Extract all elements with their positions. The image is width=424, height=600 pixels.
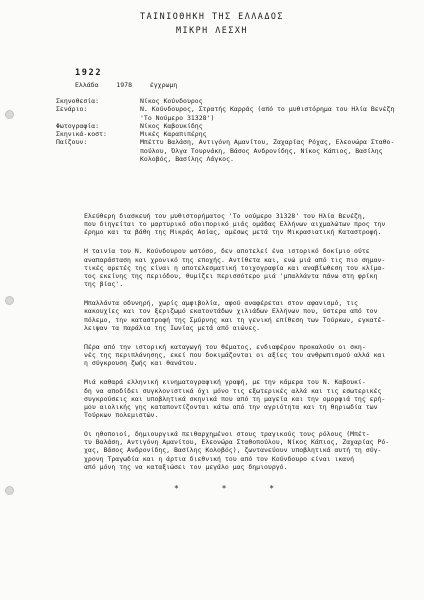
credit-row-photography <box>56 122 412 130</box>
punch-hole-icon <box>5 486 14 495</box>
description-paragraph: Μιά καθαρά ελληνική κινηματογραφική γραφή, με την κάμερα του Ν. Καβουκί- δη να αποδίδει συγκλονιστικά όχι μόνο τις εξωτερικές αλλά και τις εσωτερικές συγκρούσεις και υποβλητικά σκηνικά που από τη μαγεία και την ομορφιά της ερή- μου αιολικής γης καταποντίζονται κάτω από την αγριότητα και τη θηριωδία των Τούρκων πολεμιστών. <box>84 378 386 419</box>
description-paragraph: Η ταινία του Ν. Κούνδουρου ωστόσο, δεν αποτελεί ένα ιστορικό δοκίμιο ούτε αναπαράσταση και χρονικό της εποχής. Αντίθετα και, ενώ μιά από τις πιο σημαν- τικές αρετές της είναι η αποτελεσματική τοιχογραφία και αναβίωθεση του κλίμα- τος εκείνης της περιόδου, θυμίζει περισσότερο μιά 'μπαλλάντα πάνω στη φρίκη της βίας'. <box>84 247 386 289</box>
description-paragraph: Οι ηθοποιοί, δημιουργικά πειθαρχημένοι στους τραγικούς τους ρόλους (Μπέτ- τυ Βαλάση, Αντιγόνη Αμανίτου, Ελεονώρα Σταθοπούλου, Νίκος Κάπιος, Ζαχαρίας Ρό- χας, Βάσος Ανδρονίδης, Βασίλης Κολοβός), ζωντανεύουν υποβλητικά αυτή τη σύγ- χρονη Τραγωδία και η άρτια διεθνική του από τον Κούνδουρο είναι ικανή από μόνη της να καταξιώσει τον μεγάλο μας δημιουργό. <box>84 430 390 471</box>
header-club: ΜΙΚΡΗ ΛΕΣΧΗ <box>176 25 248 35</box>
film-release-year: 1978 <box>116 81 132 89</box>
closing-asterisks: * * * <box>174 484 275 493</box>
description-paragraph: Ελεύθερη διασκευή του μυθιστορήματος 'Το νούμερο 31328' του Ηλία Βενέζη, που διηγείται το μαρτυρικό οδοιπορικό μιάς ομάδας Ελλήνων αιχμαλώτων προς την έρημο και τα βάθη της Μικράς Ασίας, αμέσως μετά την Μικρασιατική Καταστροφή. <box>84 212 386 237</box>
credit-label: Σκηνικά-κοστ: <box>56 130 107 139</box>
credit-row-sets-costumes <box>56 130 412 138</box>
header-institution: ΤΑΙΝΙΟΘΗΚΗ ΤΗΣ ΕΛΛΑΔΟΣ <box>140 11 284 21</box>
film-origin-line <box>75 81 177 89</box>
credits-list <box>56 97 412 163</box>
credit-value: Νίκος Καβουκίδης <box>140 121 203 130</box>
credit-label: Σκηνοθεσία: <box>56 97 100 105</box>
credit-label: Παίζουν: <box>56 138 88 147</box>
description-paragraph: Μπαλλάντα οδυνηρή, χωρίς αμφιβολία, αφού αναφέρεται στον αφανισμό, τις κακουχίες και τον ξεριζωμό εκατοντάδων χιλιάδων Ελλήνων που, ύστερα από τον πόλεμο, την καταστροφή της Σμύρνης και τη γενική επίθεση των Τούρκων, εγκατέ- λειψαν τα παράλια της Ιωνίας μετά από αιώνες. <box>84 299 386 332</box>
credit-label: Σενάριο: <box>56 105 88 114</box>
credit-value: Ν. Κούνδουρος, Στρατής Καρράς (από το μυθιστόρημα του Ηλία Βενέζη 'Το Νούμερο 31328') <box>140 105 395 122</box>
credit-row-screenplay <box>56 105 412 122</box>
film-description <box>84 212 402 482</box>
punch-hole-icon <box>5 110 14 119</box>
credit-value: Μπέττυ Βαλάση, Αντιγόνη Αμανίτου, Ζαχαρίας Ρόχας, Ελεονώρα Σταθο- πούλου, Όλγα Τουρνάκη, Βάσος Ανδρονίδης, Νίκος Κάπιος, Βασίλης Κολοβός, Βασίλης Λάγκος. <box>140 138 395 164</box>
description-paragraph: Πέρα από την ιστορική καταγωγή του θέματος, ενδιαφέρον προκαλούν οι σκη- νές της περιπλάνησης, εκεί που δοκιμάζονται οι αξίες του ανθρωπισμού αλλά και η σύγκρουση ζωής και θανάτου. <box>84 342 386 368</box>
credit-row-direction <box>56 97 412 105</box>
credit-value: Νίκος Κούνδουρος <box>140 97 203 105</box>
credit-row-cast <box>56 138 412 163</box>
credit-label: Φωτογραφία: <box>56 121 100 130</box>
film-title-year: 1922 <box>75 68 103 78</box>
film-format: έγχρωμη <box>149 81 178 89</box>
punch-hole-icon <box>5 296 14 305</box>
credit-value: Μικές Καραπιπέρης <box>140 130 207 139</box>
film-country: Ελλάδα <box>75 81 99 89</box>
